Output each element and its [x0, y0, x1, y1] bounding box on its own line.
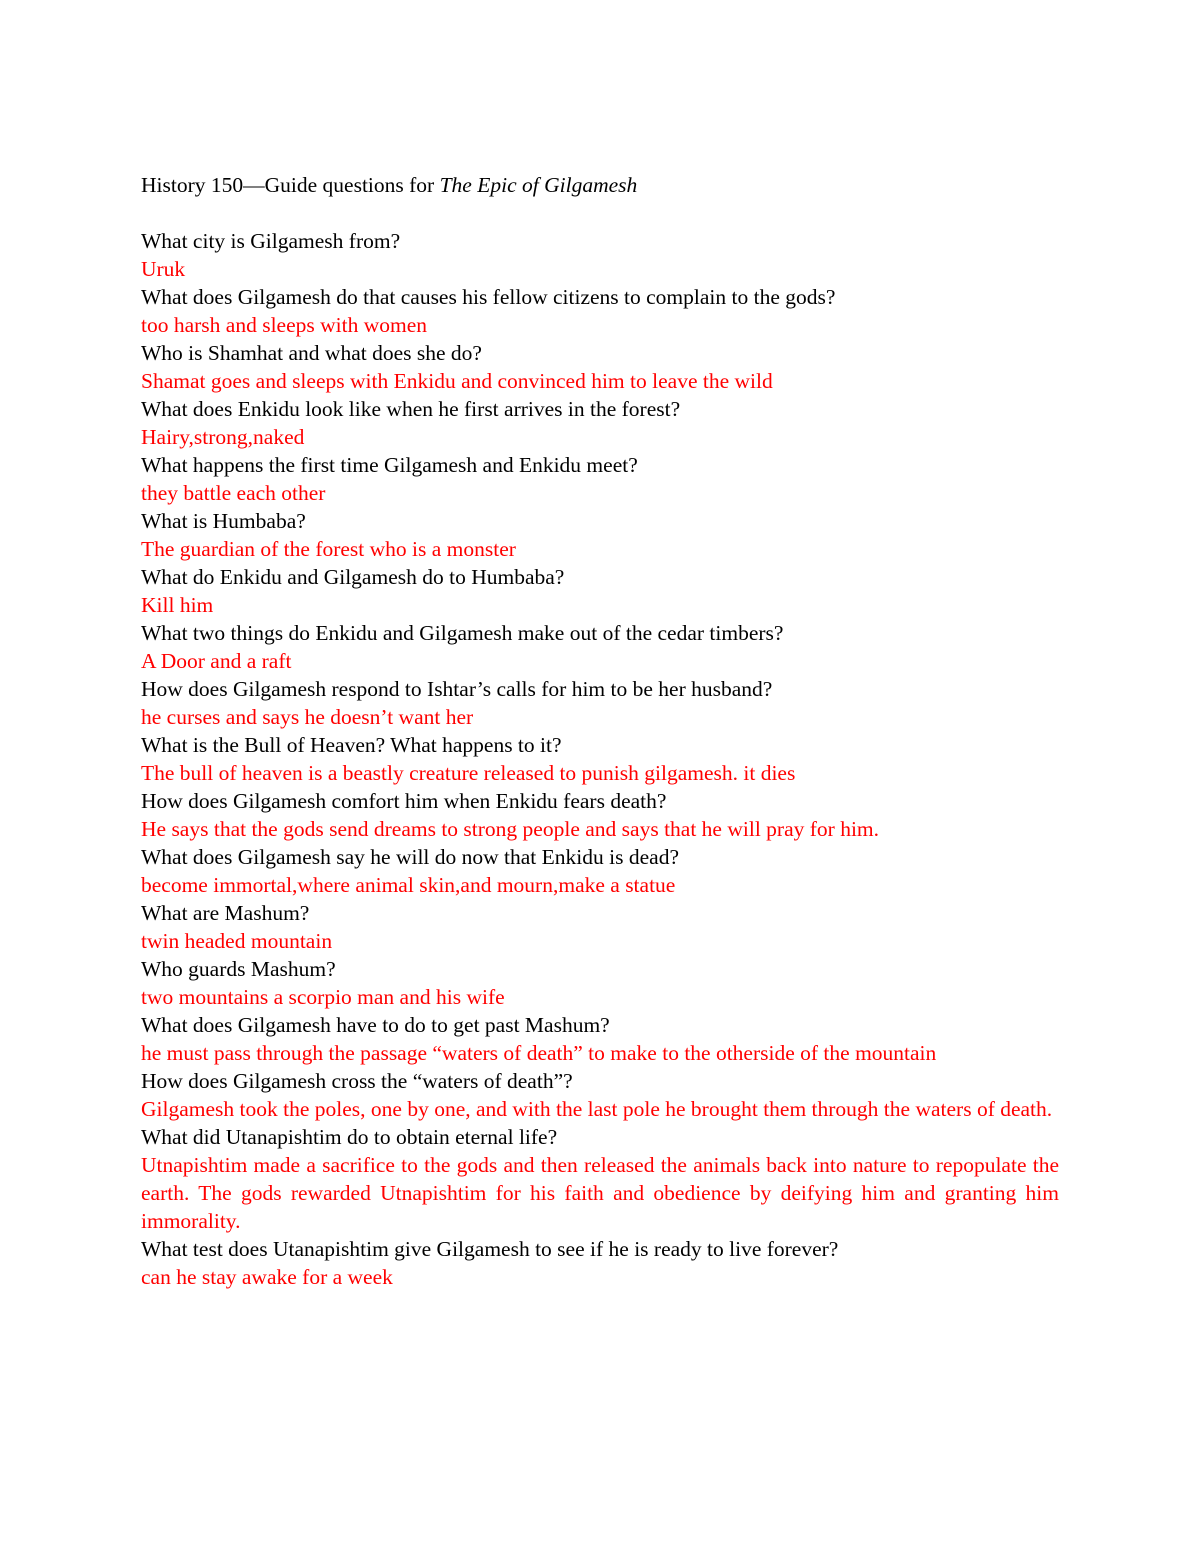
answer-3: Shamat goes and sleeps with Enkidu and convinced him to leave the wild: [141, 369, 773, 393]
title-italic: The Epic of Gilgamesh: [439, 173, 638, 197]
answer-11: He says that the gods send dreams to strong people and says that he will pray for him.: [141, 817, 880, 841]
question-16: How does Gilgamesh cross the “waters of death”?: [141, 1069, 573, 1093]
question-2: What does Gilgamesh do that causes his fellow citizens to complain to the gods?: [141, 285, 836, 309]
question-17: What did Utanapishtim do to obtain eternal life?: [141, 1125, 558, 1149]
answer-14: two mountains a scorpio man and his wife: [141, 985, 505, 1009]
question-3: Who is Shamhat and what does she do?: [141, 341, 482, 365]
answer-8: A Door and a raft: [141, 649, 292, 673]
question-11: How does Gilgamesh comfort him when Enkidu fears death?: [141, 789, 667, 813]
answer-1: Uruk: [141, 257, 186, 281]
question-18: What test does Utanapishtim give Gilgamesh to see if he is ready to live forever?: [141, 1237, 839, 1261]
answer-16: Gilgamesh took the poles, one by one, and with the last pole he brought them through the waters of death.: [141, 1097, 1053, 1121]
question-7: What do Enkidu and Gilgamesh do to Humbaba?: [141, 565, 565, 589]
question-5: What happens the first time Gilgamesh and Enkidu meet?: [141, 453, 638, 477]
title-prefix: History 150—Guide questions for: [141, 173, 440, 197]
answer-15: he must pass through the passage “waters of death” to make to the otherside of the mountain: [141, 1041, 937, 1065]
answer-2: too harsh and sleeps with women: [141, 313, 428, 337]
question-1: What city is Gilgamesh from?: [141, 229, 401, 253]
question-8: What two things do Enkidu and Gilgamesh make out of the cedar timbers?: [141, 621, 784, 645]
answer-6: The guardian of the forest who is a monster: [141, 537, 516, 561]
document-title: [141, 171, 1059, 199]
answer-13: twin headed mountain: [141, 929, 333, 953]
question-4: What does Enkidu look like when he first arrives in the forest?: [141, 397, 681, 421]
answer-18: can he stay awake for a week: [141, 1265, 393, 1289]
question-10: What is the Bull of Heaven? What happens to it?: [141, 733, 562, 757]
answer-4: Hairy,strong,naked: [141, 425, 305, 449]
answer-5: they battle each other: [141, 481, 326, 505]
question-15: What does Gilgamesh have to do to get past Mashum?: [141, 1013, 610, 1037]
document-body: [141, 171, 1059, 1291]
answer-7: Kill him: [141, 593, 214, 617]
answer-12: become immortal,where animal skin,and mourn,make a statue: [141, 873, 676, 897]
answer-17: Utnapishtim made a sacrifice to the gods and then released the animals back into nature to repopulate the earth. The gods rewarded Utnapishtim for his faith and obedience by deifying him and granting him immorality.: [141, 1153, 1059, 1233]
question-12: What does Gilgamesh say he will do now that Enkidu is dead?: [141, 845, 679, 869]
question-6: What is Humbaba?: [141, 509, 306, 533]
answer-9: he curses and says he doesn’t want her: [141, 705, 474, 729]
question-13: What are Mashum?: [141, 901, 310, 925]
qa-list: [141, 227, 1059, 1291]
question-14: Who guards Mashum?: [141, 957, 336, 981]
question-9: How does Gilgamesh respond to Ishtar’s calls for him to be her husband?: [141, 677, 773, 701]
answer-10: The bull of heaven is a beastly creature released to punish gilgamesh. it dies: [141, 761, 796, 785]
